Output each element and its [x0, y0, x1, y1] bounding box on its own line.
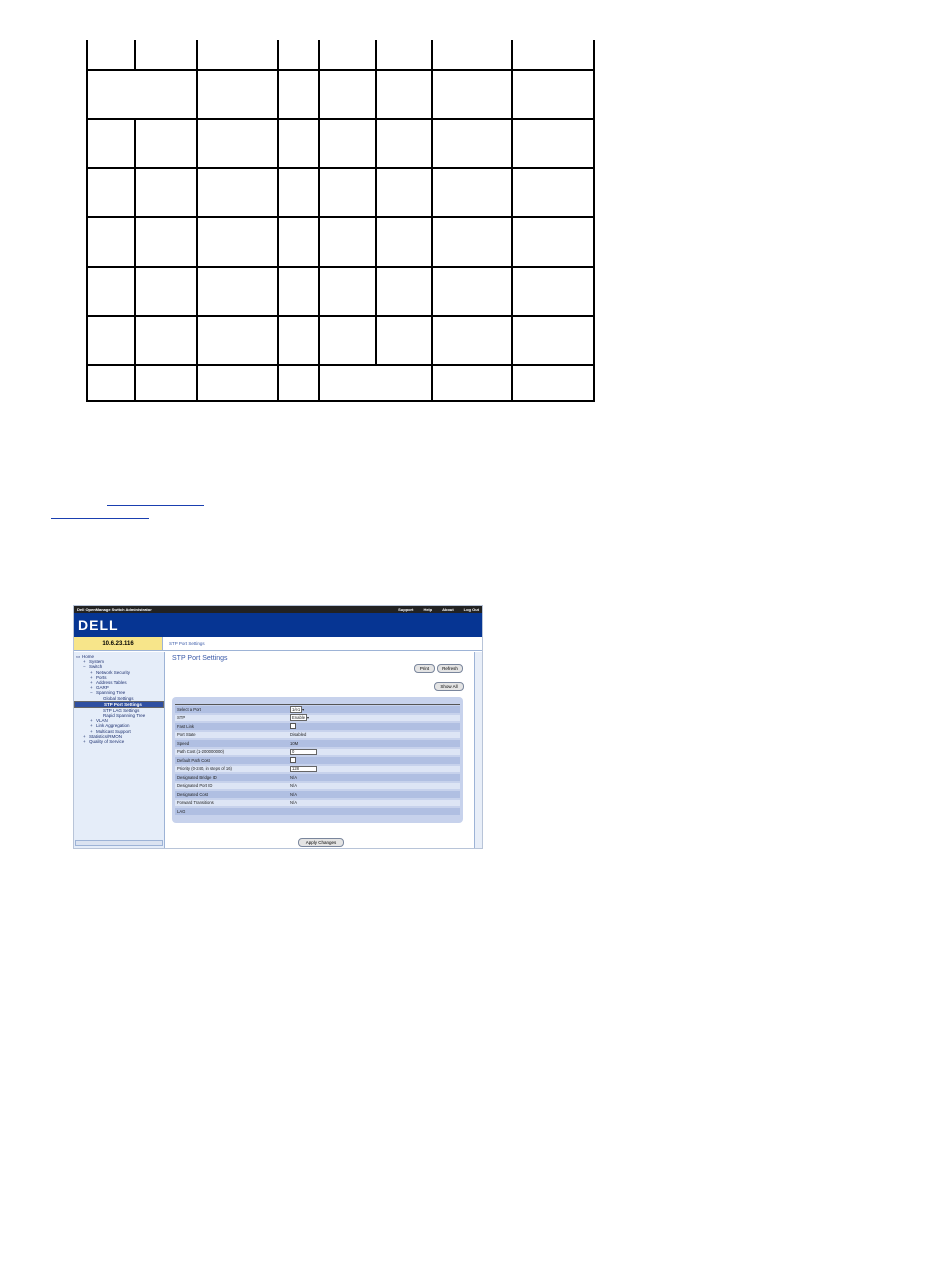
select-field[interactable]: [290, 706, 304, 713]
select-value[interactable]: 1/e1: [292, 706, 301, 712]
table-cell: [197, 40, 278, 70]
tree-expander-icon[interactable]: +: [90, 718, 93, 724]
table-cell: [278, 217, 319, 266]
table-cell: [432, 119, 512, 168]
breadcrumb: STP Port Settings: [169, 641, 205, 646]
nav-item-label: Multicast Support: [96, 728, 131, 734]
tree-expander-icon[interactable]: +: [83, 733, 86, 739]
nav-item-label: Global Settings: [103, 695, 134, 701]
table-cell: [432, 267, 512, 316]
tree-expander-icon[interactable]: −: [83, 664, 86, 670]
field-label: STP: [177, 715, 186, 721]
nav-item-label: System: [89, 659, 105, 665]
table-cell: [319, 168, 376, 217]
text-input[interactable]: [290, 766, 317, 772]
form-row: [175, 740, 460, 747]
table-cell: [512, 168, 594, 217]
field-label: Designated Port ID: [177, 783, 213, 789]
select-value[interactable]: Enable: [292, 715, 306, 721]
table-cell: [197, 316, 278, 365]
field-label: LAG: [177, 808, 186, 814]
form-row: [175, 808, 460, 815]
tree-expander-icon[interactable]: +: [90, 728, 93, 734]
tab-row: [74, 637, 482, 651]
input-value[interactable]: 128: [290, 766, 317, 772]
nav-item-label: Rapid Spanning Tree: [103, 713, 146, 719]
checkbox[interactable]: [290, 757, 296, 763]
field-value: 10M: [290, 740, 299, 746]
table-cell: [197, 168, 278, 217]
table-cell: [376, 267, 432, 316]
select-field[interactable]: [290, 714, 309, 721]
table-cell: [376, 40, 432, 70]
chevron-down-icon[interactable]: ▾: [302, 706, 305, 712]
table-cell: [432, 365, 512, 401]
form-row: [175, 800, 460, 807]
field-value: N/A: [290, 791, 297, 797]
table-row: [87, 316, 594, 365]
table-cell: [376, 168, 432, 217]
top-links: [388, 607, 479, 612]
top-link-about[interactable]: About: [442, 607, 454, 612]
nav-item-quality-of-service[interactable]: [74, 739, 164, 744]
table-cell: [319, 316, 376, 365]
table-cell: [87, 119, 135, 168]
table-cell: [278, 365, 319, 401]
title-bar: [74, 606, 482, 613]
nav-item-label: Statistics/RMON: [89, 733, 123, 739]
top-link-help[interactable]: Help: [423, 607, 433, 612]
tree-expander-icon[interactable]: +: [90, 685, 93, 691]
field-label: Priority (0-240, in steps of 16): [177, 766, 232, 772]
field-value: N/A: [290, 800, 297, 806]
table-cell: [278, 70, 319, 119]
table-cell: [512, 70, 594, 119]
table-cell: [278, 119, 319, 168]
window-title: Dell OpenManage Switch Administrator: [77, 607, 152, 612]
form-row: [175, 791, 460, 798]
page-title: STP Port Settings: [172, 655, 228, 662]
input-value[interactable]: 0: [290, 749, 317, 755]
text-input[interactable]: [290, 749, 317, 755]
field-label: Designated Bridge ID: [177, 774, 217, 780]
table-cell: [432, 217, 512, 266]
tree-expander-icon[interactable]: −: [90, 690, 93, 696]
form-row: [175, 749, 460, 756]
nav-item-label: Link Aggregation: [96, 723, 130, 729]
nav-item-label: Spanning Tree: [96, 690, 126, 696]
hyperlink-underline[interactable]: [51, 518, 149, 519]
form-row: [175, 766, 460, 773]
table-cell: [197, 267, 278, 316]
checkbox-box[interactable]: [290, 757, 296, 763]
table-row: [87, 365, 594, 401]
table-cell: [432, 40, 512, 70]
nav-item-label: Quality of Service: [89, 739, 125, 744]
table-cell: [135, 217, 197, 266]
table-cell: [87, 365, 135, 401]
top-link-log-out[interactable]: Log Out: [463, 607, 479, 612]
form-row: [175, 723, 460, 730]
nav-item-label: VLAN: [96, 718, 108, 724]
table-cell: [432, 70, 512, 119]
table-cell: [135, 316, 197, 365]
table-row: [87, 119, 594, 168]
table-cell: [278, 168, 319, 217]
checkbox-box[interactable]: [290, 723, 296, 729]
table-cell: [278, 267, 319, 316]
table-cell: [278, 316, 319, 365]
refresh-button[interactable]: Refresh: [437, 664, 463, 673]
tree-expander-icon[interactable]: +: [90, 679, 93, 685]
table-cell: [319, 365, 432, 401]
form-row: [175, 732, 460, 739]
tree-expander-icon[interactable]: +: [83, 739, 86, 744]
tree-expander-icon[interactable]: +: [90, 723, 93, 729]
table-row: [87, 40, 594, 70]
table-cell: [376, 217, 432, 266]
dell-logo: DELL: [78, 617, 119, 633]
field-value: Disabled: [290, 732, 307, 738]
table-cell: [135, 40, 197, 70]
table-row: [87, 217, 594, 266]
table-cell: [87, 70, 197, 119]
table-cell: [87, 40, 135, 70]
table-cell: [376, 70, 432, 119]
nav-item-label: Ports: [96, 674, 107, 680]
table-cell: [512, 217, 594, 266]
table-cell: [319, 119, 376, 168]
form-row: [175, 757, 460, 764]
table-cell: [135, 168, 197, 217]
table-cell: [512, 119, 594, 168]
table-cell: [87, 168, 135, 217]
show-all-button[interactable]: Show All: [434, 682, 464, 691]
form-row: [175, 774, 460, 781]
table-cell: [512, 267, 594, 316]
stp-port-settings-screenshot: [73, 605, 483, 849]
table-cell: [376, 119, 432, 168]
field-value: N/A: [290, 774, 297, 780]
checkbox[interactable]: [290, 723, 296, 729]
tree-expander-icon[interactable]: ▭: [76, 654, 81, 659]
table-cell: [87, 217, 135, 266]
print-button[interactable]: Print: [414, 664, 435, 673]
table-cell: [319, 217, 376, 266]
nav-item-label: Network Security: [96, 669, 131, 675]
table-cell: [87, 316, 135, 365]
form-row: [175, 715, 460, 722]
table-cell: [319, 40, 376, 70]
device-ip-tab[interactable]: 10.6.23.116: [74, 637, 163, 650]
vertical-scrollbar[interactable]: [474, 652, 482, 848]
table-row: [87, 267, 594, 316]
table-cell: [512, 365, 594, 401]
table-cell: [197, 70, 278, 119]
table-cell: [197, 119, 278, 168]
nav-tree: [74, 652, 165, 848]
tree-expander-icon[interactable]: +: [83, 659, 86, 665]
apply-changes-button[interactable]: Apply Changes: [298, 838, 344, 847]
table-cell: [278, 40, 319, 70]
tree-expander-icon[interactable]: +: [90, 669, 93, 675]
settings-panel: [172, 697, 463, 823]
nav-item-label: Address Tables: [96, 679, 127, 685]
field-label: Port State: [177, 732, 196, 738]
field-value: N/A: [290, 783, 297, 789]
table-cell: [87, 267, 135, 316]
table-cell: [135, 267, 197, 316]
main-content: [166, 652, 472, 848]
nav-item-label: GARP: [96, 685, 109, 691]
tree-expander-icon[interactable]: +: [90, 674, 93, 680]
nav-item-label: STP Port Settings: [104, 701, 142, 707]
table-row: [87, 168, 594, 217]
table-row: [87, 70, 594, 119]
field-label: Path Cost (1-200000000): [177, 749, 225, 755]
chevron-down-icon[interactable]: ▾: [307, 715, 310, 721]
empty-grid-table: [86, 40, 595, 402]
horizontal-scrollbar[interactable]: [75, 840, 163, 846]
table-cell: [319, 267, 376, 316]
nav-item-label: STP LAG Settings: [103, 707, 140, 713]
form-row: [175, 783, 460, 790]
nav-item-stp-port-settings[interactable]: [74, 701, 164, 708]
nav-item-label: Switch: [89, 664, 103, 670]
top-link-support[interactable]: Support: [398, 607, 414, 612]
field-label: Speed: [177, 740, 190, 746]
table-cell: [432, 168, 512, 217]
field-label: Fast Link: [177, 723, 194, 729]
table-cell: [197, 217, 278, 266]
form-row: [175, 706, 460, 713]
hyperlink-underline[interactable]: [107, 505, 204, 506]
banner: [74, 613, 482, 637]
table-cell: [432, 316, 512, 365]
field-label: Default Path Cost: [177, 757, 210, 763]
table-cell: [512, 40, 594, 70]
table-cell: [319, 70, 376, 119]
field-label: Forward Transitions: [177, 800, 214, 806]
table-cell: [376, 316, 432, 365]
field-label: Designated Cost: [177, 791, 208, 797]
table-cell: [197, 365, 278, 401]
nav-item-label: Home: [82, 654, 95, 659]
table-cell: [135, 365, 197, 401]
table-cell: [135, 119, 197, 168]
table-cell: [512, 316, 594, 365]
panel-divider: [175, 704, 460, 705]
field-label: Select a Port: [177, 706, 201, 712]
